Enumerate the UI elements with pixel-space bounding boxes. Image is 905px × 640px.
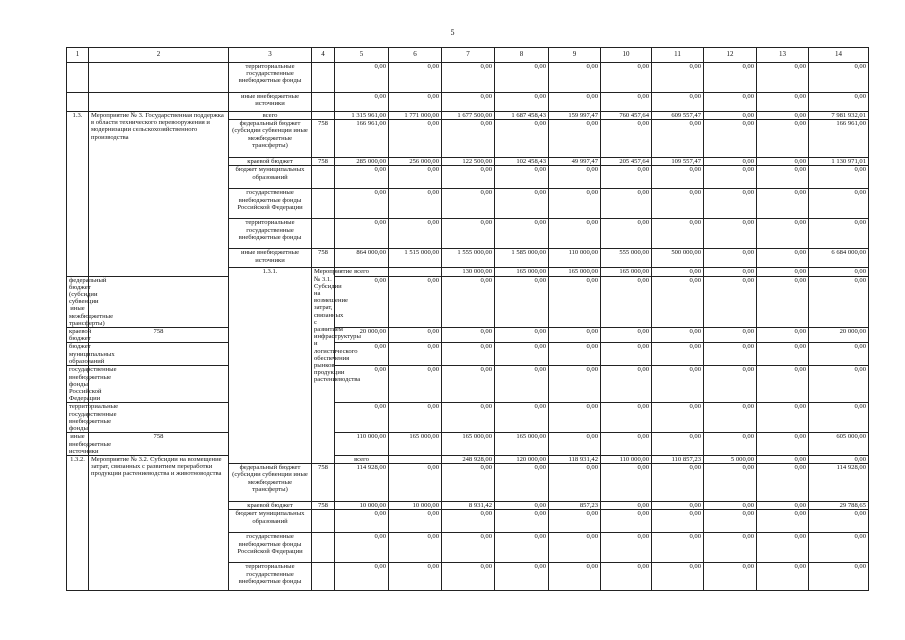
year-value: 0,00	[652, 276, 704, 327]
year-value: 0,00	[389, 343, 442, 366]
year-value: 0,00	[652, 510, 704, 533]
year-value: 0,00	[549, 510, 601, 533]
year-value: 0,00	[335, 343, 389, 366]
year-value: 0,00	[704, 502, 757, 510]
budget-code	[389, 456, 442, 464]
year-value: 0,00	[704, 328, 757, 343]
year-value: 0,00	[757, 166, 809, 189]
year-value: 0,00	[549, 219, 601, 249]
budget-table	[66, 47, 869, 591]
funding-source: иные внебюджетные источники	[229, 93, 312, 112]
total-value: 0,00	[809, 403, 869, 433]
table-row	[67, 433, 869, 456]
year-value: 0,00	[442, 219, 495, 249]
year-value: 0,00	[495, 403, 549, 433]
year-value: 609 557,47	[652, 112, 704, 120]
year-value: 0,00	[601, 502, 652, 510]
budget-code: 758	[89, 433, 229, 456]
budget-code: 758	[312, 502, 335, 510]
year-value: 0,00	[757, 456, 809, 464]
funding-source: краевой бюджет	[229, 502, 312, 510]
year-value: 1 677 500,00	[442, 112, 495, 120]
row-number: 1.3.2.	[67, 456, 89, 591]
year-value: 0,00	[495, 219, 549, 249]
year-value: 102 458,43	[495, 158, 549, 166]
year-value: 0,00	[652, 63, 704, 93]
year-value: 0,00	[757, 268, 809, 276]
year-value: 0,00	[757, 343, 809, 366]
budget-code	[312, 112, 335, 120]
year-value: 0,00	[652, 366, 704, 403]
year-value: 0,00	[757, 433, 809, 456]
budget-code: 758	[312, 158, 335, 166]
activity-name: Мероприятие № 3.2. Субсидии на возмещение затрат, связанных с развитием переработки продукции растениеводства и животноводства	[89, 456, 229, 591]
year-value: 118 931,42	[549, 456, 601, 464]
table-row	[67, 93, 869, 112]
year-value: 0,00	[549, 120, 601, 158]
year-value: 0,00	[601, 343, 652, 366]
year-value: 0,00	[549, 433, 601, 456]
year-value: 0,00	[495, 533, 549, 563]
year-value: 166 961,00	[335, 120, 389, 158]
year-value: 0,00	[389, 464, 442, 502]
year-value: 0,00	[601, 510, 652, 533]
total-value: 29 788,65	[809, 502, 869, 510]
funding-source: иные внебюджетные источники	[67, 433, 89, 456]
funding-source: государственные внебюджетные фонды Российской Федерации	[229, 189, 312, 219]
year-value: 0,00	[704, 268, 757, 276]
budget-code	[312, 533, 335, 563]
year-value: 0,00	[757, 510, 809, 533]
year-value: 165 000,00	[549, 268, 601, 276]
year-value: 0,00	[757, 189, 809, 219]
total-value: 0,00	[809, 63, 869, 93]
year-value: 0,00	[389, 510, 442, 533]
total-value: 0,00	[809, 166, 869, 189]
total-value: 605 000,00	[809, 433, 869, 456]
year-value: 0,00	[704, 112, 757, 120]
year-value: 0,00	[549, 563, 601, 591]
table-row	[67, 328, 869, 343]
activity-name: Мероприятие № 3. Государственная поддержка в области технического перевооружения и модернизации сельскохозяйственного производства	[89, 112, 229, 277]
year-value: 0,00	[549, 328, 601, 343]
year-value: 0,00	[601, 366, 652, 403]
year-value: 0,00	[652, 464, 704, 502]
year-value: 0,00	[757, 112, 809, 120]
year-value: 0,00	[335, 533, 389, 563]
year-value: 0,00	[601, 563, 652, 591]
year-value: 0,00	[442, 93, 495, 112]
year-value: 0,00	[652, 268, 704, 276]
year-value: 0,00	[389, 166, 442, 189]
year-value: 0,00	[442, 366, 495, 403]
year-value: 0,00	[335, 563, 389, 591]
funding-source: иные внебюджетные источники	[229, 249, 312, 268]
funding-source: федеральный бюджет (субсидии субвенции иные межбюджетные трансферты)	[229, 120, 312, 158]
year-value: 0,00	[335, 366, 389, 403]
year-value: 0,00	[601, 276, 652, 327]
year-value: 0,00	[601, 166, 652, 189]
table-row	[67, 403, 869, 433]
column-header: 5	[335, 48, 389, 63]
year-value: 0,00	[757, 158, 809, 166]
total-value: 0,00	[809, 276, 869, 327]
year-value: 0,00	[549, 403, 601, 433]
column-header: 13	[757, 48, 809, 63]
row-number: 1.3.	[67, 112, 89, 277]
year-value: 0,00	[704, 93, 757, 112]
year-value: 248 928,00	[442, 456, 495, 464]
column-header: 3	[229, 48, 312, 63]
year-value: 285 000,00	[335, 158, 389, 166]
total-value: 0,00	[809, 219, 869, 249]
year-value: 555 000,00	[601, 249, 652, 268]
year-value: 0,00	[704, 510, 757, 533]
funding-source: территориальные государственные внебюджетные фонды	[67, 403, 89, 433]
column-header: 1	[67, 48, 89, 63]
year-value: 0,00	[704, 563, 757, 591]
year-value: 760 457,64	[601, 112, 652, 120]
funding-source: федеральный бюджет (субсидии субвенции иные межбюджетные трансферты)	[229, 464, 312, 502]
year-value: 165 000,00	[442, 433, 495, 456]
funding-source: федеральный бюджет (субсидии субвенции иные межбюджетные трансферты)	[67, 276, 89, 327]
year-value: 0,00	[652, 189, 704, 219]
table-row	[67, 366, 869, 403]
year-value: 0,00	[442, 510, 495, 533]
column-header: 12	[704, 48, 757, 63]
year-value: 0,00	[601, 189, 652, 219]
total-value: 0,00	[809, 533, 869, 563]
row-number: 1.3.1.	[229, 268, 312, 464]
column-header: 8	[495, 48, 549, 63]
funding-source: краевой бюджет	[229, 158, 312, 166]
total-value: 0,00	[809, 93, 869, 112]
year-value: 0,00	[495, 189, 549, 219]
year-value: 0,00	[652, 433, 704, 456]
year-value: 0,00	[601, 63, 652, 93]
total-value: 0,00	[809, 343, 869, 366]
funding-source: территориальные государственные внебюджетные фонды	[229, 563, 312, 591]
budget-code: 758	[89, 328, 229, 343]
year-value: 0,00	[652, 502, 704, 510]
year-value: 0,00	[335, 276, 389, 327]
year-value: 0,00	[757, 464, 809, 502]
year-value: 0,00	[652, 533, 704, 563]
year-value: 165 000,00	[389, 433, 442, 456]
year-value: 0,00	[601, 219, 652, 249]
funding-source: бюджет муниципальных образований	[229, 510, 312, 533]
year-value: 0,00	[442, 120, 495, 158]
year-value: 0,00	[652, 563, 704, 591]
year-value: 0,00	[757, 366, 809, 403]
year-value: 0,00	[809, 268, 869, 276]
year-value: 8 931,42	[442, 502, 495, 510]
total-value: 0,00	[809, 563, 869, 591]
year-value: 0,00	[389, 328, 442, 343]
budget-code	[312, 510, 335, 533]
year-value: 0,00	[549, 166, 601, 189]
year-value: 0,00	[757, 93, 809, 112]
total-value: 166 961,00	[809, 120, 869, 158]
year-value: 0,00	[704, 189, 757, 219]
year-value: 122 500,00	[442, 158, 495, 166]
year-value: 0,00	[389, 93, 442, 112]
year-value: 0,00	[704, 276, 757, 327]
year-value: 0,00	[389, 63, 442, 93]
year-value: 20 000,00	[335, 328, 389, 343]
year-value: 0,00	[335, 166, 389, 189]
year-value: 0,00	[495, 366, 549, 403]
year-value: 0,00	[442, 533, 495, 563]
year-value: 0,00	[495, 93, 549, 112]
funding-source: всего	[335, 268, 389, 276]
year-value: 0,00	[442, 464, 495, 502]
budget-code	[389, 268, 442, 276]
year-value: 49 997,47	[549, 158, 601, 166]
total-value: 1 130 971,01	[809, 158, 869, 166]
year-value: 0,00	[549, 366, 601, 403]
funding-source: территориальные государственные внебюджетные фонды	[229, 63, 312, 93]
total-value: 20 000,00	[809, 328, 869, 343]
year-value: 120 000,00	[495, 456, 549, 464]
year-value: 0,00	[652, 403, 704, 433]
year-value: 0,00	[601, 464, 652, 502]
table-row	[67, 343, 869, 366]
year-value: 0,00	[652, 120, 704, 158]
year-value: 0,00	[704, 343, 757, 366]
year-value: 0,00	[495, 63, 549, 93]
year-value: 0,00	[389, 366, 442, 403]
total-value: 7 981 932,01	[809, 112, 869, 120]
year-value: 159 997,47	[549, 112, 601, 120]
year-value: 0,00	[601, 403, 652, 433]
column-header: 4	[312, 48, 335, 63]
total-value: 114 928,00	[809, 464, 869, 502]
year-value: 0,00	[757, 563, 809, 591]
year-value: 1 771 000,00	[389, 112, 442, 120]
year-value: 0,00	[389, 403, 442, 433]
year-value: 0,00	[389, 533, 442, 563]
funding-source: территориальные государственные внебюджетные фонды	[229, 219, 312, 249]
year-value: 165 000,00	[495, 433, 549, 456]
year-value: 0,00	[495, 120, 549, 158]
year-value: 0,00	[549, 93, 601, 112]
year-value: 0,00	[442, 328, 495, 343]
year-value: 0,00	[757, 249, 809, 268]
year-value: 0,00	[601, 93, 652, 112]
page-number: 5	[450, 28, 455, 37]
activity-name	[89, 63, 229, 93]
column-header: 10	[601, 48, 652, 63]
funding-source: бюджет муниципальных образований	[229, 166, 312, 189]
year-value: 0,00	[549, 189, 601, 219]
header-row	[67, 48, 869, 63]
year-value: 0,00	[549, 343, 601, 366]
year-value: 0,00	[549, 464, 601, 502]
column-header: 2	[89, 48, 229, 63]
year-value: 0,00	[442, 563, 495, 591]
year-value: 0,00	[704, 158, 757, 166]
total-value: 6 684 000,00	[809, 249, 869, 268]
year-value: 0,00	[704, 166, 757, 189]
year-value: 0,00	[495, 510, 549, 533]
year-value: 0,00	[389, 189, 442, 219]
year-value: 165 000,00	[601, 268, 652, 276]
year-value: 857,23	[549, 502, 601, 510]
year-value: 0,00	[389, 276, 442, 327]
budget-code: 758	[312, 249, 335, 268]
year-value: 0,00	[442, 403, 495, 433]
year-value: 0,00	[704, 533, 757, 563]
year-value: 114 928,00	[335, 464, 389, 502]
budget-code	[312, 93, 335, 112]
year-value: 0,00	[757, 502, 809, 510]
total-value: 0,00	[809, 366, 869, 403]
year-value: 0,00	[495, 276, 549, 327]
table-row	[67, 112, 869, 120]
year-value: 0,00	[704, 366, 757, 403]
year-value: 130 000,00	[442, 268, 495, 276]
table-row	[67, 456, 869, 464]
year-value: 0,00	[549, 533, 601, 563]
activity-name	[89, 93, 229, 112]
year-value: 0,00	[757, 403, 809, 433]
year-value: 0,00	[601, 328, 652, 343]
year-value: 1 687 458,43	[495, 112, 549, 120]
year-value: 0,00	[442, 166, 495, 189]
year-value: 0,00	[601, 533, 652, 563]
year-value: 0,00	[495, 328, 549, 343]
year-value: 0,00	[704, 63, 757, 93]
column-header: 7	[442, 48, 495, 63]
funding-source: государственные внебюджетные фонды Российской Федерации	[229, 533, 312, 563]
year-value: 5 000,00	[704, 456, 757, 464]
year-value: 10 000,00	[389, 502, 442, 510]
budget-code: 758	[312, 464, 335, 502]
activity-name: Мероприятие № 3.1. Субсидии на возмещение затрат, связанных с развитием инфраструктуры и логистического обеспечения рынков продукции растениеводства	[312, 268, 335, 464]
year-value: 0,00	[389, 120, 442, 158]
year-value: 0,00	[442, 276, 495, 327]
year-value: 0,00	[549, 63, 601, 93]
budget-code	[312, 63, 335, 93]
year-value: 0,00	[704, 120, 757, 158]
year-value: 1 315 961,00	[335, 112, 389, 120]
year-value: 0,00	[757, 276, 809, 327]
year-value: 0,00	[335, 189, 389, 219]
column-header: 9	[549, 48, 601, 63]
year-value: 110 000,00	[601, 456, 652, 464]
year-value: 0,00	[809, 456, 869, 464]
year-value: 0,00	[601, 120, 652, 158]
year-value: 0,00	[335, 510, 389, 533]
year-value: 0,00	[704, 403, 757, 433]
table-body	[67, 63, 869, 591]
funding-source: бюджет муниципальных образований	[67, 343, 89, 366]
year-value: 0,00	[495, 166, 549, 189]
budget-code: 758	[312, 120, 335, 158]
year-value: 0,00	[704, 219, 757, 249]
year-value: 1 585 000,00	[495, 249, 549, 268]
funding-source: краевой бюджет	[67, 328, 89, 343]
year-value: 0,00	[601, 433, 652, 456]
year-value: 0,00	[704, 464, 757, 502]
year-value: 0,00	[757, 219, 809, 249]
year-value: 109 557,47	[652, 158, 704, 166]
row-number	[67, 63, 89, 93]
year-value: 0,00	[335, 63, 389, 93]
year-value: 0,00	[549, 276, 601, 327]
year-value: 0,00	[757, 328, 809, 343]
year-value: 110 000,00	[549, 249, 601, 268]
year-value: 256 000,00	[389, 158, 442, 166]
budget-code	[312, 563, 335, 591]
row-number	[67, 93, 89, 112]
year-value: 10 000,00	[335, 502, 389, 510]
year-value: 0,00	[652, 166, 704, 189]
total-value: 0,00	[809, 510, 869, 533]
year-value: 0,00	[495, 464, 549, 502]
year-value: 0,00	[442, 63, 495, 93]
year-value: 1 555 000,00	[442, 249, 495, 268]
year-value: 205 457,64	[601, 158, 652, 166]
column-header: 6	[389, 48, 442, 63]
year-value: 0,00	[757, 120, 809, 158]
funding-source: государственные внебюджетные фонды Российской Федерации	[67, 366, 89, 403]
year-value: 0,00	[389, 563, 442, 591]
year-value: 0,00	[757, 533, 809, 563]
year-value: 1 515 000,00	[389, 249, 442, 268]
year-value: 0,00	[389, 219, 442, 249]
year-value: 110 857,23	[652, 456, 704, 464]
column-header: 14	[809, 48, 869, 63]
year-value: 0,00	[652, 343, 704, 366]
budget-code	[312, 189, 335, 219]
year-value: 0,00	[335, 219, 389, 249]
year-value: 0,00	[335, 93, 389, 112]
budget-code	[312, 166, 335, 189]
year-value: 165 000,00	[495, 268, 549, 276]
year-value: 500 000,00	[652, 249, 704, 268]
year-value: 0,00	[704, 249, 757, 268]
funding-source: всего	[335, 456, 389, 464]
year-value: 110 000,00	[335, 433, 389, 456]
year-value: 0,00	[704, 433, 757, 456]
year-value: 864 000,00	[335, 249, 389, 268]
total-value: 0,00	[809, 189, 869, 219]
year-value: 0,00	[495, 563, 549, 591]
budget-code	[312, 219, 335, 249]
table-row	[67, 276, 869, 327]
year-value: 0,00	[335, 403, 389, 433]
year-value: 0,00	[652, 328, 704, 343]
year-value: 0,00	[757, 63, 809, 93]
funding-source: всего	[229, 112, 312, 120]
year-value: 0,00	[495, 502, 549, 510]
year-value: 0,00	[495, 343, 549, 366]
table-row	[67, 63, 869, 93]
year-value: 0,00	[652, 219, 704, 249]
year-value: 0,00	[442, 343, 495, 366]
year-value: 0,00	[442, 189, 495, 219]
year-value: 0,00	[652, 93, 704, 112]
column-header: 11	[652, 48, 704, 63]
